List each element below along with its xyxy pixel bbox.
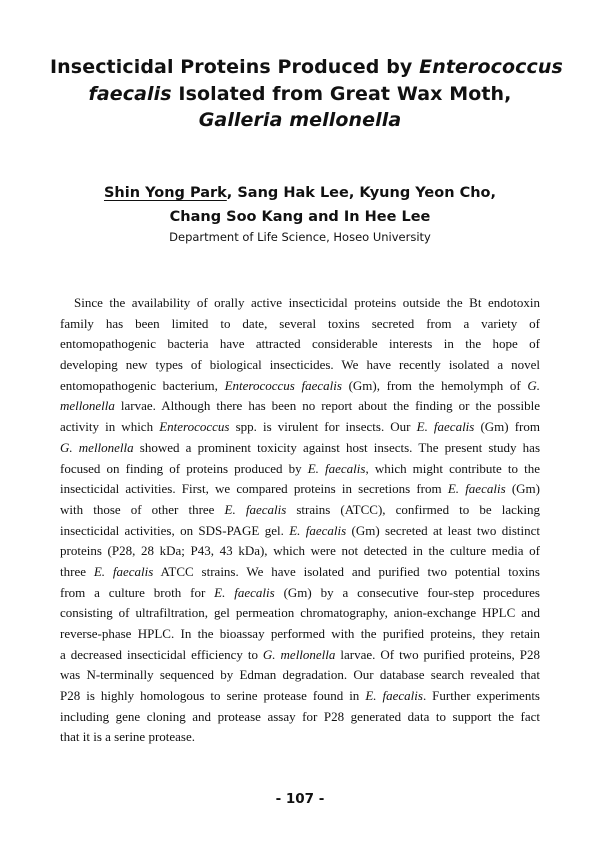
title-italic-text: faecalis bbox=[88, 82, 172, 105]
abstract-line bbox=[60, 417, 540, 438]
italic-term: E. faecalis bbox=[365, 688, 423, 704]
abstract-line bbox=[60, 686, 540, 707]
abstract-line bbox=[60, 459, 540, 480]
abstract-text: spp. is virulent for insects. Our bbox=[229, 419, 417, 435]
abstract-line bbox=[60, 293, 540, 314]
abstract-text: family has been limited to date, several toxins secreted from a variety of bbox=[60, 315, 540, 331]
abstract-text: entomopathogenic bacteria have attracted considerable interests in the hope of bbox=[60, 336, 540, 352]
italic-term: E. faecalis bbox=[214, 584, 275, 600]
title-line-1 bbox=[50, 54, 563, 81]
italic-term: G. bbox=[527, 377, 540, 393]
abstract-line bbox=[60, 645, 540, 666]
abstract-line bbox=[60, 355, 540, 376]
abstract-line bbox=[60, 665, 540, 686]
title-italic-text: Galleria mellonella bbox=[198, 109, 402, 131]
italic-term: Enterococcus faecalis bbox=[224, 377, 342, 393]
abstract-line bbox=[60, 603, 540, 624]
paper-title bbox=[50, 54, 563, 134]
abstract-line bbox=[60, 727, 540, 748]
abstract-text: strains (ATCC), confirmed to be lacking bbox=[286, 501, 540, 517]
abstract-text: (Gm) secreted at least two distinct bbox=[346, 522, 540, 538]
title-italic-text: Enterococcus bbox=[419, 56, 563, 78]
abstract-text: including gene cloning and protease assay for P28 generated data to support the fact bbox=[60, 708, 540, 724]
italic-term: G. mellonella bbox=[60, 439, 134, 455]
abstract-text: , which might contribute to the bbox=[365, 460, 540, 476]
italic-term: E. faecalis bbox=[447, 481, 506, 497]
abstract-text: a decreased insecticidal efficiency to bbox=[60, 646, 263, 662]
abstract-body bbox=[60, 293, 540, 748]
abstract-text: (Gm) bbox=[505, 481, 540, 497]
abstract-text: (Gm) from bbox=[474, 419, 540, 435]
abstract-text: (Gm), from the hemolymph of bbox=[341, 377, 528, 393]
title-line-3 bbox=[50, 107, 550, 134]
abstract-text: P28 is highly homologous to serine protease found in bbox=[60, 688, 366, 704]
abstract-text: developing new types of biological insecticides. We have recently isolated a novel bbox=[60, 357, 540, 373]
italic-term: mellonella bbox=[60, 398, 115, 414]
abstract-text: reverse-phase HPLC. In the bioassay performed with the purified proteins, they retain bbox=[60, 626, 540, 641]
abstract-text: insecticidal activities, on SDS-PAGE gel. bbox=[60, 522, 290, 538]
italic-term: E. faecalis bbox=[307, 460, 366, 476]
title-text: Insecticidal Proteins Produced by bbox=[50, 56, 413, 78]
abstract-text: proteins (P28, 28 kDa; P43, 43 kDa), which were not detected in the culture media of bbox=[60, 543, 540, 559]
abstract-text: entomopathogenic bacterium, bbox=[60, 377, 225, 393]
abstract-line bbox=[60, 707, 540, 728]
abstract-text: consisting of ultrafiltration, gel permeation chromatography, anion-exchange HPLC and bbox=[60, 605, 540, 621]
abstract-text: Since the availability of orally active insecticidal proteins outside the Bt endotoxin bbox=[74, 295, 540, 310]
italic-term: Enterococcus bbox=[159, 419, 230, 435]
abstract-text: larvae. Although there has been no report about the finding or the possible bbox=[114, 398, 540, 414]
abstract-text: that it is a serine protease. bbox=[60, 729, 196, 745]
author-list bbox=[60, 181, 540, 229]
italic-term: E. faecalis bbox=[93, 563, 154, 579]
author-line-2: Chang Soo Kang and In Hee Lee bbox=[169, 209, 431, 225]
abstract-text: . Further experiments bbox=[422, 688, 540, 704]
abstract-text: from a culture broth for bbox=[60, 584, 215, 600]
abstract-line bbox=[60, 396, 540, 417]
italic-term: G. mellonella bbox=[262, 646, 336, 662]
page-number: - 107 - bbox=[275, 791, 325, 807]
author-line-1 bbox=[60, 181, 540, 205]
abstract-text: with those of other three bbox=[60, 501, 225, 517]
abstract-line bbox=[60, 314, 540, 335]
abstract-line bbox=[60, 521, 540, 542]
abstract-text: activity in which bbox=[60, 419, 160, 435]
presenting-author: Shin Yong Park bbox=[103, 185, 227, 201]
italic-term: E. faecalis bbox=[224, 501, 287, 517]
abstract-text: showed a prominent toxicity against host insects. The present study has bbox=[133, 439, 540, 455]
abstract-line bbox=[60, 562, 540, 583]
abstract-line bbox=[60, 624, 540, 645]
abstract-text: insecticidal activities. First, we compared proteins in secretions from bbox=[60, 481, 448, 497]
italic-term: E. faecalis bbox=[416, 419, 475, 435]
abstract-line bbox=[60, 479, 540, 500]
abstract-line bbox=[60, 583, 540, 604]
co-authors: , Sang Hak Lee, Kyung Yeon Cho, bbox=[226, 185, 497, 201]
abstract-line bbox=[60, 334, 540, 355]
abstract-line bbox=[60, 438, 540, 459]
italic-term: E. faecalis bbox=[289, 522, 347, 538]
abstract-line bbox=[60, 376, 540, 397]
title-text: Isolated from Great Wax Moth, bbox=[178, 82, 512, 105]
abstract-text: was N-terminally sequenced by Edman degradation. Our database search revealed that bbox=[60, 667, 540, 683]
affiliation: Department of Life Science, Hoseo University bbox=[169, 230, 431, 244]
abstract-text: ATCC strains. We have isolated and purified two potential toxins bbox=[153, 563, 540, 579]
abstract-line bbox=[60, 500, 540, 521]
abstract-text: focused on finding of proteins produced by bbox=[60, 460, 308, 476]
abstract-text: (Gm) by a consecutive four-step procedures bbox=[274, 584, 540, 600]
abstract-text: three bbox=[60, 563, 94, 579]
abstract-text: larvae. Of two purified proteins, P28 bbox=[335, 646, 541, 662]
title-line-2 bbox=[50, 81, 550, 108]
abstract-line bbox=[60, 541, 540, 562]
